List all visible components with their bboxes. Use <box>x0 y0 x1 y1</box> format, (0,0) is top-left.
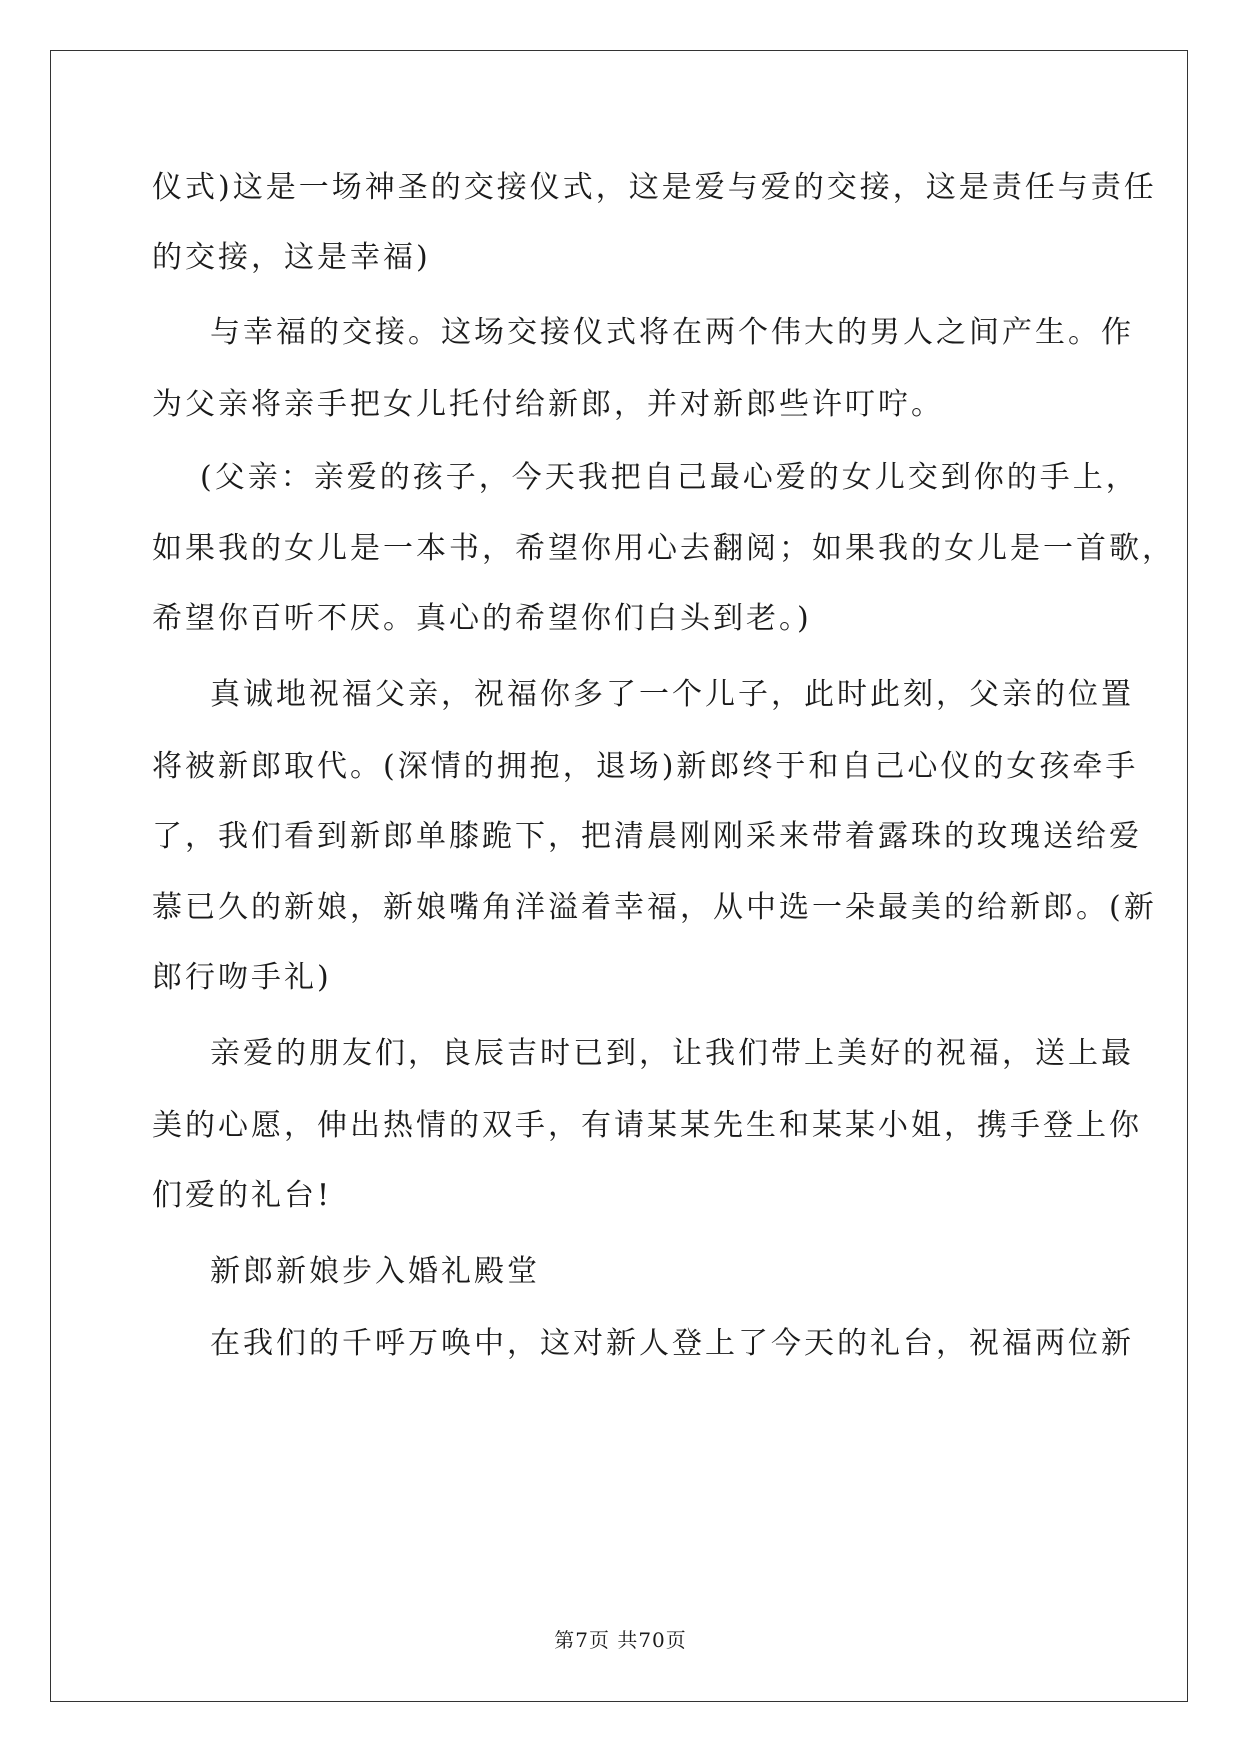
text-line: 希望你百听不厌。真心的希望你们白头到老。) <box>152 601 812 636</box>
text-line: 美的心愿，伸出热情的双手，有请某某先生和某某小姐，携手登上你 <box>152 1108 1142 1143</box>
text-line: 为父亲将亲手把女儿托付给新郎，并对新郎些许叮咛。 <box>152 387 944 422</box>
section-heading: 新郎新娘步入婚礼殿堂 <box>210 1254 540 1289</box>
text-line: 了，我们看到新郎单膝跪下，把清晨刚刚采来带着露珠的玫瑰送给爱 <box>152 819 1142 854</box>
paragraph-start-line: 在我们的千呼万唤中，这对新人登上了今天的礼台，祝福两位新 <box>210 1326 1134 1361</box>
page-number-footer: 第7页 共70页 <box>554 1628 687 1652</box>
text-line: 仪式)这是一场神圣的交接仪式，这是爱与爱的交接，这是责任与责任 <box>152 170 1157 205</box>
paragraph-start-line: 真诚地祝福父亲，祝福你多了一个儿子，此时此刻，父亲的位置 <box>210 677 1134 712</box>
paragraph-start-line: 亲爱的朋友们，良辰吉时已到，让我们带上美好的祝福，送上最 <box>210 1036 1134 1071</box>
text-line: 的交接，这是幸福) <box>152 240 431 275</box>
text-line: 郎行吻手礼) <box>152 960 332 995</box>
paragraph-start-line: 与幸福的交接。这场交接仪式将在两个伟大的男人之间产生。作 <box>210 315 1134 350</box>
text-line: 慕已久的新娘，新娘嘴角洋溢着幸福，从中选一朵最美的给新郎。(新 <box>152 890 1157 925</box>
text-line: 将被新郎取代。(深情的拥抱，退场)新郎终于和自己心仪的女孩牵手 <box>152 749 1139 784</box>
paragraph-start-line: (父亲：亲爱的孩子，今天我把自己最心爱的女儿交到你的手上， <box>200 460 1139 495</box>
text-line: 如果我的女儿是一本书，希望你用心去翻阅；如果我的女儿是一首歌， <box>152 531 1175 566</box>
text-line: 们爱的礼台! <box>152 1178 333 1213</box>
page-border <box>50 50 1188 1702</box>
